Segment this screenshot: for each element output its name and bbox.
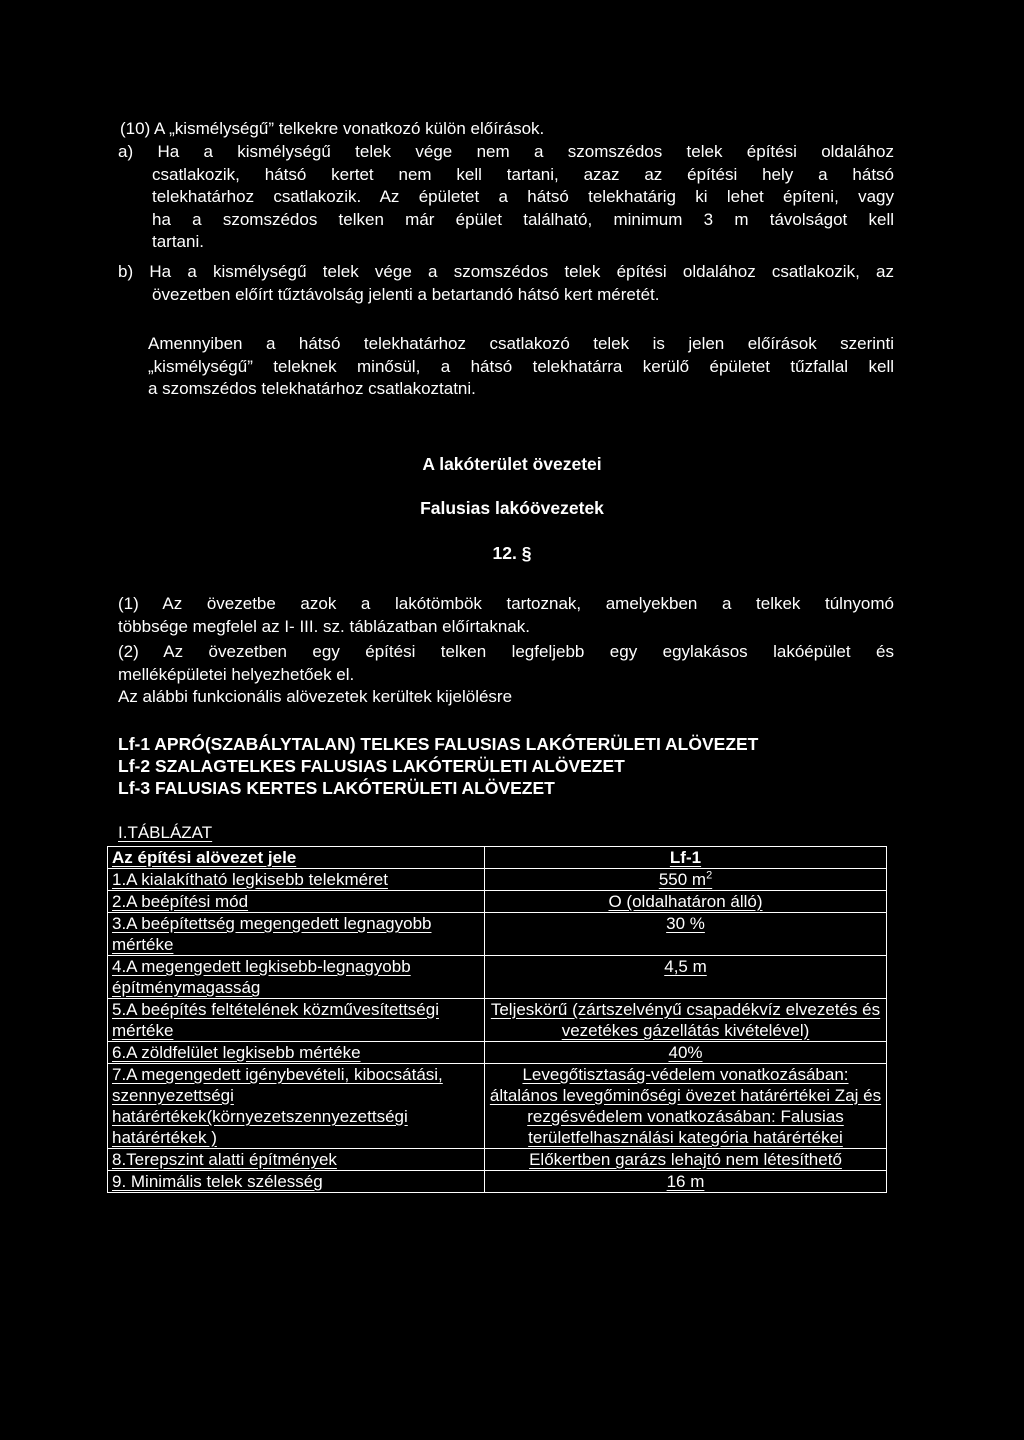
table-header-row — [108, 847, 887, 869]
zone-title: A lakóterület övezetei — [422, 454, 602, 474]
row-label: 6.A zöldfelület legkisebb mértéke — [108, 1042, 485, 1064]
row-label: 3.A beépítettség megengedett legnagyobb mértéke — [108, 913, 485, 956]
text-line: övezetben előírt tűztávolság jelenti a betartandó hátsó kert méretét. — [152, 284, 660, 304]
row-label: 5.A beépítés feltételének közművesítettségi mértéke — [108, 999, 485, 1042]
table-caption: I.TÁBLÁZAT — [118, 823, 213, 842]
section-10-b — [118, 261, 894, 306]
row-value: 30 % — [485, 913, 887, 956]
text-line: melléképületei helyezhetőek el. — [118, 664, 355, 684]
row-value: 40% — [485, 1042, 887, 1064]
row-label: 1.A kialakítható legkisebb telekméret — [108, 869, 485, 891]
table-row — [108, 1042, 887, 1064]
row-value: Levegőtisztaság-védelem vonatkozásában: általános levegőminőségi övezet határértékei Zaj és rezgésvédelem vonatkozásában: Falusias területfelhasználási kategória határértékei — [485, 1064, 887, 1149]
header-label: Az építési alövezet jele — [108, 847, 485, 869]
superscript: 2 — [706, 869, 713, 882]
text-line: „kismélységű” teleknek minősül, a hátsó telekhatárra kerülő épületet tűzfallal kell — [148, 356, 894, 376]
row-label: 4.A megengedett legkisebb-legnagyobb építménymagasság — [108, 956, 485, 999]
text-line: Amennyiben a hátsó telekhatárhoz csatlakozó telek is jelen előírások szerinti — [148, 334, 894, 353]
subzone-lf3: Lf-3 FALUSIAS KERTES LAKÓTERÜLETI ALÖVEZET — [118, 778, 555, 798]
section-10-heading: (10) A „kismélységű” telkekre vonatkozó külön előírások. — [120, 119, 545, 138]
row-label: 2.A beépítési mód — [108, 891, 485, 913]
text-line: csatlakozik, hátsó kertet nem kell tartani, azaz az építési hely a hátsó — [152, 164, 894, 184]
text-line: a szomszédos telekhatárhoz csatlakoztatni. — [148, 379, 476, 398]
table-row — [108, 1171, 887, 1193]
subzone-lf1: Lf-1 APRÓ(SZABÁLYTALAN) TELKES FALUSIAS LAKÓTERÜLETI ALÖVEZET — [118, 734, 759, 754]
text-line: ha a szomszédos telken már épület található, minimum 3 m távolságot kell — [152, 209, 894, 229]
row-value — [485, 869, 887, 891]
table-row — [108, 956, 887, 999]
regulation-table — [107, 846, 887, 1193]
paragraph-number: 12. § — [492, 543, 532, 563]
text-line: b) Ha a kismélységű telek vége a szomszédos telek építési oldalához csatlakozik, az — [118, 262, 894, 281]
row-value: Teljeskörű (zártszelvényű csapadékvíz elvezetés és vezetékes gázellátás kivételével) — [485, 999, 887, 1042]
section-12-p1 — [118, 593, 894, 638]
section-10-amennyiben — [148, 333, 894, 401]
header-value: Lf-1 — [485, 847, 887, 869]
text-line: (1) Az övezetbe azok a lakótömbök tartoznak, amelyekben a telkek túlnyomó — [118, 594, 894, 613]
text-line: tartani. — [152, 232, 204, 251]
table-row — [108, 869, 887, 891]
row-value: 16 m — [485, 1171, 887, 1193]
row-label: 9. Minimális telek szélesség — [108, 1171, 485, 1193]
table-row — [108, 913, 887, 956]
row-label: 8.Terepszint alatti építmények — [108, 1149, 485, 1171]
row-label: 7.A megengedett igénybevételi, kibocsátási, szennyezettségi határértékek(környezetszennyezettségi határértékek ) — [108, 1064, 485, 1149]
table-row — [108, 1149, 887, 1171]
text-line: többsége megfelel az I- III. sz. táblázatban előírtaknak. — [118, 616, 531, 636]
row-value: 4,5 m — [485, 956, 887, 999]
row-value-text: 550 m — [658, 870, 707, 889]
table-row — [108, 1064, 887, 1149]
text-line: (2) Az övezetben egy építési telken legfeljebb egy egylakásos lakóépület és — [118, 642, 894, 661]
table-row — [108, 891, 887, 913]
subzone-list — [118, 733, 908, 799]
text-line: a) Ha a kismélységű telek vége nem a szomszédos telek építési oldalához — [118, 142, 894, 161]
text-block-indented — [118, 164, 894, 254]
subzone-lf2: Lf-2 SZALAGTELKES FALUSIAS LAKÓTERÜLETI ALÖVEZET — [118, 756, 625, 776]
row-value: O (oldalhatáron álló) — [485, 891, 887, 913]
table-row — [108, 999, 887, 1042]
section-12-p2 — [118, 641, 894, 686]
zone-subtitle: Falusias lakóövezetek — [420, 498, 604, 518]
row-value: Előkertben garázs lehajtó nem létesíthető — [485, 1149, 887, 1171]
section-12-p3: Az alábbi funkcionális alövezetek kerültek kijelölésre — [118, 687, 513, 706]
section-10-a — [118, 141, 894, 254]
text-line: telekhatárhoz csatlakozik. Az épületet a hátsó telekhatárig ki lehet építeni, vagy — [152, 187, 894, 206]
